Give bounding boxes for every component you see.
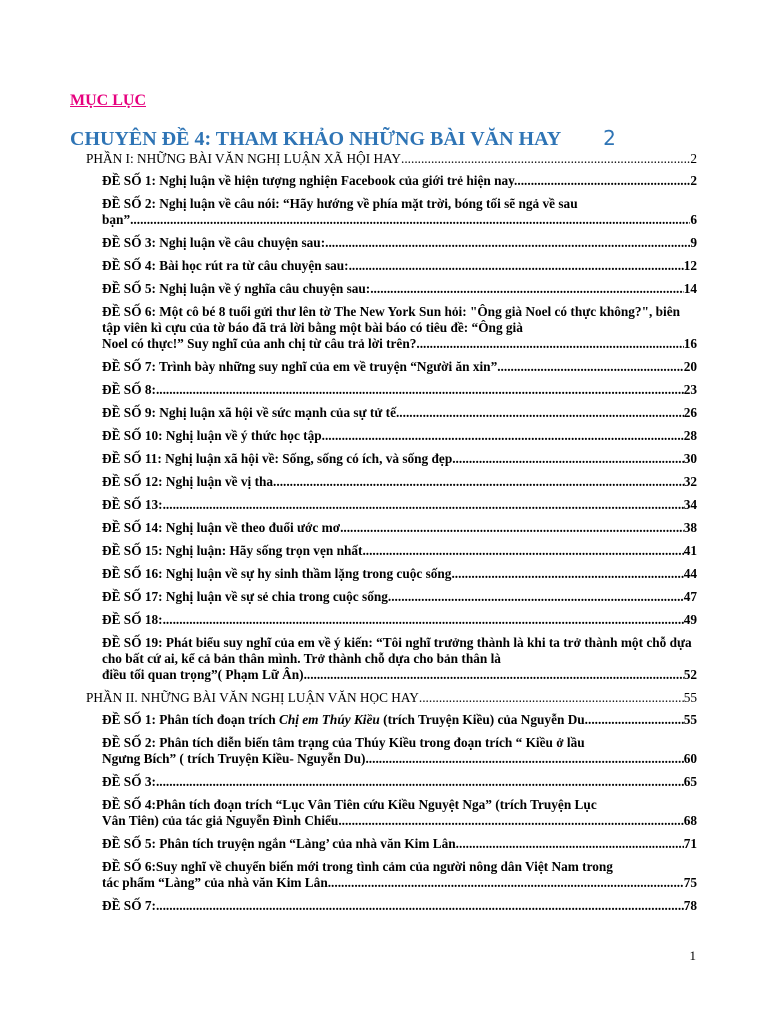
toc-dot-leader	[452, 451, 683, 467]
toc-page-number: 55	[683, 690, 697, 705]
toc-entry-text-wrapped: ĐỀ SỐ 2: Phân tích diễn biến tâm trạng của Thúy Kiều trong đoạn trích “ Kiều ở lầu	[102, 735, 585, 750]
toc-entry[interactable]	[102, 304, 697, 352]
toc-page-number: 71	[683, 836, 697, 851]
toc-dot-leader	[304, 667, 684, 683]
toc-dot-leader	[497, 359, 683, 375]
toc-dot-leader	[156, 382, 684, 398]
toc-entry-text	[86, 151, 401, 167]
toc-entry-text	[102, 359, 497, 375]
toc-page-number: 28	[683, 428, 697, 443]
toc-dot-leader	[588, 712, 684, 728]
toc-entry[interactable]	[102, 258, 697, 274]
toc-entry[interactable]	[102, 405, 697, 421]
toc-entry-text-wrapped: ĐỀ SỐ 4:Phân tích đoạn trích “Lục Vân Tiên cứu Kiều Nguyệt Nga” (trích Truyện Lục	[102, 797, 597, 812]
toc-entry-line	[102, 520, 697, 536]
toc-entry-text	[102, 235, 325, 251]
toc-entry-line	[102, 589, 697, 605]
toc-entry-line	[102, 667, 697, 683]
toc-dot-leader	[163, 497, 684, 513]
toc-entry-text	[102, 667, 304, 683]
toc-entry-line	[102, 566, 697, 582]
toc-entry-title: ĐỀ SỐ 3:	[102, 774, 156, 789]
toc-dot-leader	[451, 566, 683, 582]
toc-page-number: 60	[683, 751, 697, 766]
toc-entry[interactable]	[102, 797, 697, 829]
toc-entry[interactable]	[102, 735, 697, 767]
toc-entry-title: Noel có thực!” Suy nghĩ của anh chị từ câu trả lời trên?	[102, 336, 417, 351]
toc-entry-text	[102, 712, 588, 728]
toc-entry-title: ĐỀ SỐ 4: Bài học rút ra từ câu chuyện sau:	[102, 258, 349, 273]
toc-entry-text	[102, 813, 338, 829]
toc-part-heading[interactable]	[86, 690, 697, 706]
toc-dot-leader	[456, 836, 684, 852]
toc-entry[interactable]	[102, 635, 697, 683]
chapter-title-text: CHUYÊN ĐỀ 4: THAM KHẢO NHỮNG BÀI VĂN HAY	[70, 128, 562, 150]
toc-entry-line	[86, 151, 697, 167]
toc-entry-line	[102, 382, 697, 398]
toc-entry[interactable]	[102, 836, 697, 852]
toc-dot-leader	[396, 405, 684, 421]
toc-entry-title: Ngưng Bích” ( trích Truyện Kiều- Nguyễn Du)	[102, 751, 366, 766]
toc-page-number: 55	[683, 712, 697, 727]
toc-entry-text	[102, 405, 396, 421]
toc-entry-line	[102, 235, 697, 251]
toc-page-number: 75	[683, 875, 697, 890]
toc-entry-title: bạn”	[102, 212, 131, 227]
toc-entry-text	[102, 898, 156, 914]
toc-entry-text	[102, 589, 388, 605]
toc-entry[interactable]	[102, 589, 697, 605]
toc-entry[interactable]	[102, 497, 697, 513]
toc-entry-text	[102, 336, 416, 352]
toc-page-number: 30	[683, 451, 697, 466]
toc-heading[interactable]: MỤC LỤC	[70, 92, 146, 109]
toc-entry[interactable]	[102, 173, 697, 189]
toc-entry-text-wrapped: ĐỀ SỐ 19: Phát biểu suy nghĩ của em về ý kiến: “Tôi nghĩ trưởng thành là khi ta trở thành một chỗ dựa cho bất cứ ai, kể cả bản thân mình. Trở thành chỗ dựa cho bản thân là	[102, 635, 692, 666]
toc-dot-leader	[156, 898, 684, 914]
toc-entry-title: ĐỀ SỐ 5: Nghị luận về ý nghĩa câu chuyện sau:	[102, 281, 371, 296]
toc-entry-text	[102, 474, 273, 490]
toc-entry-text	[102, 281, 370, 297]
toc-entry-line	[102, 173, 697, 189]
toc-entry[interactable]	[102, 235, 697, 251]
toc-entry-line	[86, 690, 697, 706]
toc-entry-line	[102, 359, 697, 375]
toc-entry[interactable]	[102, 566, 697, 582]
toc-entry[interactable]	[102, 359, 697, 375]
toc-entry-title: ĐỀ SỐ 10: Nghị luận về ý thức học tập	[102, 428, 322, 443]
toc-entry-line	[102, 451, 697, 467]
toc-dot-leader	[163, 612, 684, 628]
toc-entry-line	[102, 712, 697, 728]
toc-entry-text-wrapped: ĐỀ SỐ 6:Suy nghĩ về chuyển biến mới trong tình cảm của người nông dân Việt Nam trong	[102, 859, 613, 874]
toc-page-number: 26	[683, 405, 697, 420]
toc-dot-leader	[388, 589, 684, 605]
toc-entry-line	[102, 212, 697, 228]
toc-entry-title: điều tối quan trọng”( Phạm Lữ Ân)	[102, 667, 304, 682]
chapter-title-page: 2	[603, 126, 616, 150]
toc-entry-text	[102, 875, 328, 891]
toc-page-number: 68	[683, 813, 697, 828]
toc-entry-title: (trích Truyện Kiều) của Nguyễn Du.	[379, 712, 589, 727]
toc-entry-text	[86, 690, 419, 706]
toc-entry-text	[102, 566, 451, 582]
toc-entry-text	[102, 497, 163, 513]
toc-entry-text-italic: Chị em Thúy Kiều	[278, 712, 380, 727]
toc-page-number: 65	[683, 774, 697, 789]
toc-page-number: 47	[683, 589, 697, 604]
toc-entry-title: PHẦN I: NHỮNG BÀI VĂN NGHỊ LUẬN XÃ HỘI HAY	[86, 151, 402, 166]
toc-entry-title: ĐỀ SỐ 5: Phân tích truyện ngắn “Làng’ của nhà văn Kim Lân	[102, 836, 456, 851]
toc-dot-leader	[322, 428, 684, 444]
toc-page-number: 34	[683, 497, 697, 512]
toc-entry-line	[102, 898, 697, 914]
toc-entry-line	[102, 751, 697, 767]
toc-entry[interactable]	[102, 196, 697, 228]
toc-entry-text	[102, 520, 340, 536]
toc-page-number: 52	[683, 667, 697, 682]
toc-entry-line	[102, 474, 697, 490]
toc-entry-title: ĐỀ SỐ 9: Nghị luận xã hội về sức mạnh của sự tử tế	[102, 405, 396, 420]
toc-entry[interactable]	[102, 712, 697, 728]
toc-entry[interactable]	[102, 898, 697, 914]
toc-entry-title: ĐỀ SỐ 11: Nghị luận xã hội về: Sống, sống có ích, và sống đẹp	[102, 451, 453, 466]
toc-entry-title: PHẦN II. NHỮNG BÀI VĂN NGHỊ LUẬN VĂN HỌC HAY	[86, 690, 419, 705]
toc-entry-title: ĐỀ SỐ 17: Nghị luận về sự sẻ chia trong cuộc sống	[102, 589, 388, 604]
toc-page-number: 20	[683, 359, 697, 374]
toc-entry-text-wrapped: ĐỀ SỐ 2: Nghị luận về câu nói: “Hãy hướng về phía mặt trời, bóng tối sẽ ngả về sau	[102, 196, 578, 211]
toc-entry-line	[102, 497, 697, 513]
toc-entry-title: ĐỀ SỐ 13:	[102, 497, 163, 512]
toc-page-number: 2	[690, 151, 697, 166]
toc-dot-leader	[401, 151, 690, 167]
toc-page-number: 14	[683, 281, 697, 296]
toc-dot-leader	[338, 813, 683, 829]
toc-entry-line	[102, 813, 697, 829]
toc-entry[interactable]	[102, 543, 697, 559]
toc-entry-text	[102, 774, 156, 790]
toc-entry[interactable]	[102, 428, 697, 444]
toc-dot-leader	[419, 690, 684, 706]
toc-dot-leader	[273, 474, 684, 490]
toc-entry-text-pre: ĐỀ SỐ 1: Phân tích đoạn trích	[102, 712, 279, 727]
toc-page-number: 32	[683, 474, 697, 489]
toc-dot-leader	[325, 235, 690, 251]
toc-page-number: 12	[683, 258, 697, 273]
toc-entry-text	[102, 543, 362, 559]
toc-entry-line	[102, 258, 697, 274]
toc-dot-leader	[328, 875, 684, 891]
toc-entry-line	[102, 336, 697, 352]
toc-entry-line	[102, 281, 697, 297]
toc-page-number: 23	[683, 382, 697, 397]
toc-entry-text-wrapped: ĐỀ SỐ 6: Một cô bé 8 tuổi gửi thư lên tờ The New York Sun hỏi: "Ông già Noel có thực không?", biên tập viên kì cựu của tờ báo đã trả lời bằng một bài báo có tiêu đề: “Ông già	[102, 304, 680, 335]
toc-page-number: 6	[690, 212, 697, 227]
toc-part-heading[interactable]	[86, 151, 697, 167]
toc-entry-text	[102, 428, 322, 444]
toc-page-number: 49	[683, 612, 697, 627]
toc-dot-leader	[340, 520, 684, 536]
toc-entry-line	[102, 543, 697, 559]
toc-page-number: 78	[683, 898, 697, 913]
toc-entry-title: Vân Tiên) của tác giả Nguyễn Đình Chiểu	[102, 813, 339, 828]
toc-page-number: 44	[683, 566, 697, 581]
toc-page-number: 16	[683, 336, 697, 351]
toc-entry-text	[102, 612, 163, 628]
toc-entry[interactable]	[102, 520, 697, 536]
toc-entry-text	[102, 836, 456, 852]
toc-page-number: 9	[690, 235, 697, 250]
toc-entry-title: ĐỀ SỐ 3: Nghị luận về câu chuyện sau:	[102, 235, 326, 250]
toc-page-number: 2	[690, 173, 697, 188]
toc-entry-title: ĐỀ SỐ 18:	[102, 612, 163, 627]
toc-dot-leader	[362, 543, 683, 559]
toc-page-number: 38	[683, 520, 697, 535]
toc-entry-text	[102, 751, 365, 767]
toc-entry-title: ĐỀ SỐ 15: Nghị luận: Hãy sống trọn vẹn nhất	[102, 543, 363, 558]
toc-dot-leader	[365, 751, 683, 767]
toc-entry[interactable]	[102, 612, 697, 628]
toc-dot-leader	[349, 258, 684, 274]
toc-entry[interactable]	[102, 382, 697, 398]
toc-entry-title: ĐỀ SỐ 8:	[102, 382, 156, 397]
toc-entry-text	[102, 173, 517, 189]
toc-entry[interactable]	[102, 474, 697, 490]
toc-entry-text	[102, 212, 130, 228]
toc-entry[interactable]	[102, 281, 697, 297]
toc-entry-text	[102, 382, 156, 398]
page-number: 1	[689, 948, 696, 963]
toc-entry-title: ĐỀ SỐ 7:	[102, 898, 156, 913]
toc-entry-title: ĐỀ SỐ 1: Nghị luận về hiện tượng nghiện Facebook của giới trẻ hiện nay.	[102, 173, 518, 188]
toc-entry-line	[102, 405, 697, 421]
toc-entry-line	[102, 875, 697, 891]
toc-entry-text	[102, 451, 452, 467]
toc-entry[interactable]	[102, 451, 697, 467]
toc-entry-title: ĐỀ SỐ 12: Nghị luận về vị tha	[102, 474, 274, 489]
toc-entry-title: tác phẩm “Làng” của nhà văn Kim Lân	[102, 875, 328, 890]
toc-page-number: 41	[683, 543, 697, 558]
toc-entry-title: ĐỀ SỐ 14: Nghị luận về theo đuổi ước mơ	[102, 520, 341, 535]
toc-dot-leader	[370, 281, 683, 297]
toc-entry-line	[102, 428, 697, 444]
toc-dot-leader	[130, 212, 690, 228]
toc-entry-line	[102, 774, 697, 790]
toc-entry-line	[102, 612, 697, 628]
toc-dot-leader	[156, 774, 684, 790]
toc-dot-leader	[416, 336, 683, 352]
toc-entry-title: ĐỀ SỐ 7: Trình bày những suy nghĩ của em về truyện “Người ăn xin”	[102, 359, 498, 374]
table-of-contents	[0, 151, 768, 921]
toc-entry[interactable]	[102, 859, 697, 891]
toc-entry-text	[102, 258, 349, 274]
toc-entry[interactable]	[102, 774, 697, 790]
toc-entry-title: ĐỀ SỐ 16: Nghị luận về sự hy sinh thầm lặng trong cuộc sống	[102, 566, 452, 581]
toc-dot-leader	[517, 173, 690, 189]
toc-entry-line	[102, 836, 697, 852]
chapter-title[interactable]	[70, 126, 700, 151]
